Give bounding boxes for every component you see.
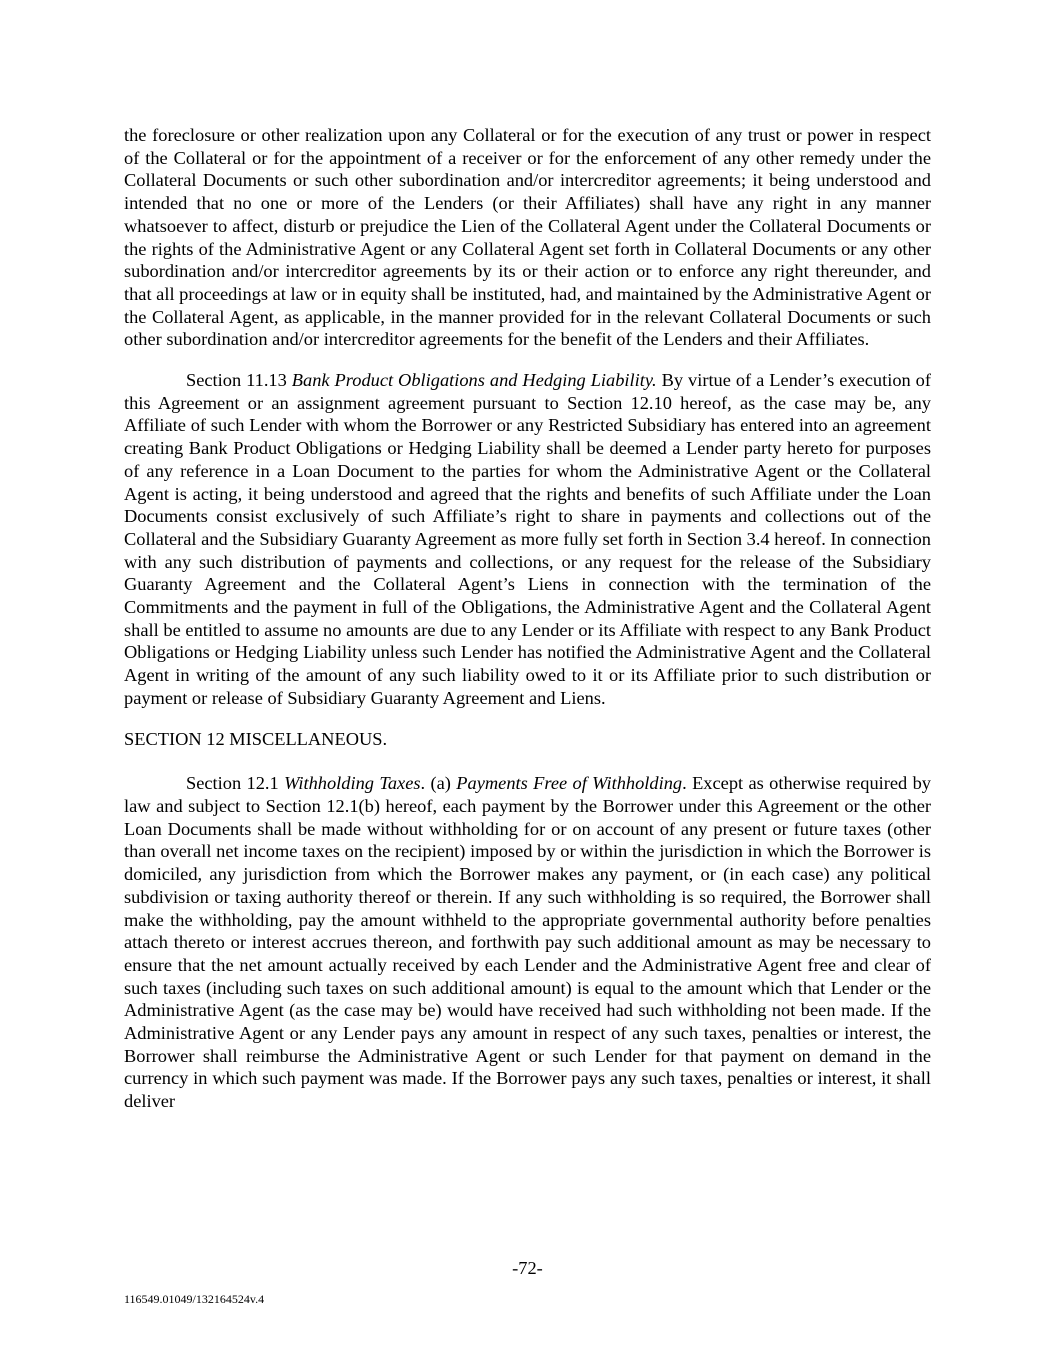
section-12-1-body: Except as otherwise required by law and subject to Section 12.1(b) hereof, each payment by the Borrower under this Agreement or the other Loan Documents shall be made without withholding for or on account of any present or future taxes (other than overall net income taxes on the recipient) imposed by or within the jurisdiction in which the Borrower is domiciled, any jurisdiction from which the Borrower makes any payment, or (in each case) any political subdivision or taxing authority thereof or therein. If any such withholding is so required, the Borrower shall make the withholding, pay the amount withheld to the appropriate governmental authority before penalties attach thereto or interest accrues thereon, and forthwith pay such additional amount as may be necessary to ensure that the net amount actually received by each Lender and the Administrative Agent free and clear of such taxes (including such taxes on such additional amount) is equal to the amount which that Lender or the Administrative Agent (as the case may be) would have received had such withholding not been made. If the Administrative Agent or any Lender pays any amount in respect of any such taxes, penalties or interest, the Borrower shall reimburse the Administrative Agent or such Lender for that payment on demand in the currency in which such payment was made. If the Borrower pays any such taxes, penalties or interest, it shall deliver [124,773,931,1112]
section-12-1-paragraph [124,772,931,1113]
section-12-1-sub-title-period: . [682,773,687,794]
paragraph-continued: the foreclosure or other realization upon any Collateral or for the execution of any trust or power in respect of the Collateral or for the appointment of a receiver or for the enforcement of any other remedy under the Collateral Documents or such other subordination and/or intercreditor agreements; it being understood and intended that no one or more of the Lenders (or their Affiliates) shall have any right in any manner whatsoever to affect, disturb or prejudice the Lien of the Collateral Agent under the Collateral Documents or the rights of the Administrative Agent or any Collateral Agent set forth in Collateral Documents or any other subordination and/or intercreditor agreements by its or their action or to enforce any right thereunder, and that all proceedings at law or in equity shall be instituted, had, and maintained by the Administrative Agent or the Collateral Agent, as applicable, in the manner provided for in the relevant Collateral Documents or such other subordination and/or intercreditor agreements for the benefit of the Lenders and their Affiliates. [124,125,931,350]
section-11-13-number: Section 11.13 [186,370,287,391]
section-12-1-number: Section 12.1 [186,773,279,794]
section-12-1-sub-label: (a) [430,773,451,794]
section-11-13-body: By virtue of a Lender’s execution of this Agreement or an assignment agreement pursuant to Section 12.10 hereof, as the case may be, any Affiliate of such Lender with whom the Borrower or any Restricted Subsidiary has entered into an agreement creating Bank Product Obligations or Hedging Liability shall be deemed a Lender party hereto for purposes of any reference in a Loan Document to the parties for whom the Administrative Agent or the Collateral Agent is acting, it being understood and agreed that the rights and benefits of such Affiliate under the Loan Documents consist exclusively of such Affiliate’s right to share in payments and collections out of the Collateral and the Subsidiary Guaranty Agreement as more fully set forth in Section 3.4 hereof. In connection with any such distribution of payments and collections, or any request for the release of the Subsidiary Guaranty Agreement and the Collateral Agent’s Liens in connection with the termination of the Commitments and the payment in full of the Obligations, the Administrative Agent and the Collateral Agent shall be entitled to assume no amounts are due to any Lender or its Affiliate with respect to any Bank Product Obligations or Hedging Liability unless such Lender has notified the Administrative Agent and the Collateral Agent in writing of the amount of any such liability owed to it or its Affiliate prior to such distribution or payment or release of Subsidiary Guaranty Agreement and Liens. [124,370,932,708]
document-id: 116549.01049/132164524v.4 [124,1292,265,1306]
section-12-1-title: Withholding Taxes [284,773,421,794]
section-11-13-title: Bank Product Obligations and Hedging Liability. [291,370,657,391]
section-11-13-paragraph [124,369,931,710]
section-12-1-title-period: . [420,773,426,794]
section-12-heading: SECTION 12 MISCELLANEOUS. [124,728,388,749]
document-page [124,124,931,1131]
page-number: -72- [512,1258,543,1278]
section-12-1-sub-title: Payments Free of Withholding [456,773,683,794]
